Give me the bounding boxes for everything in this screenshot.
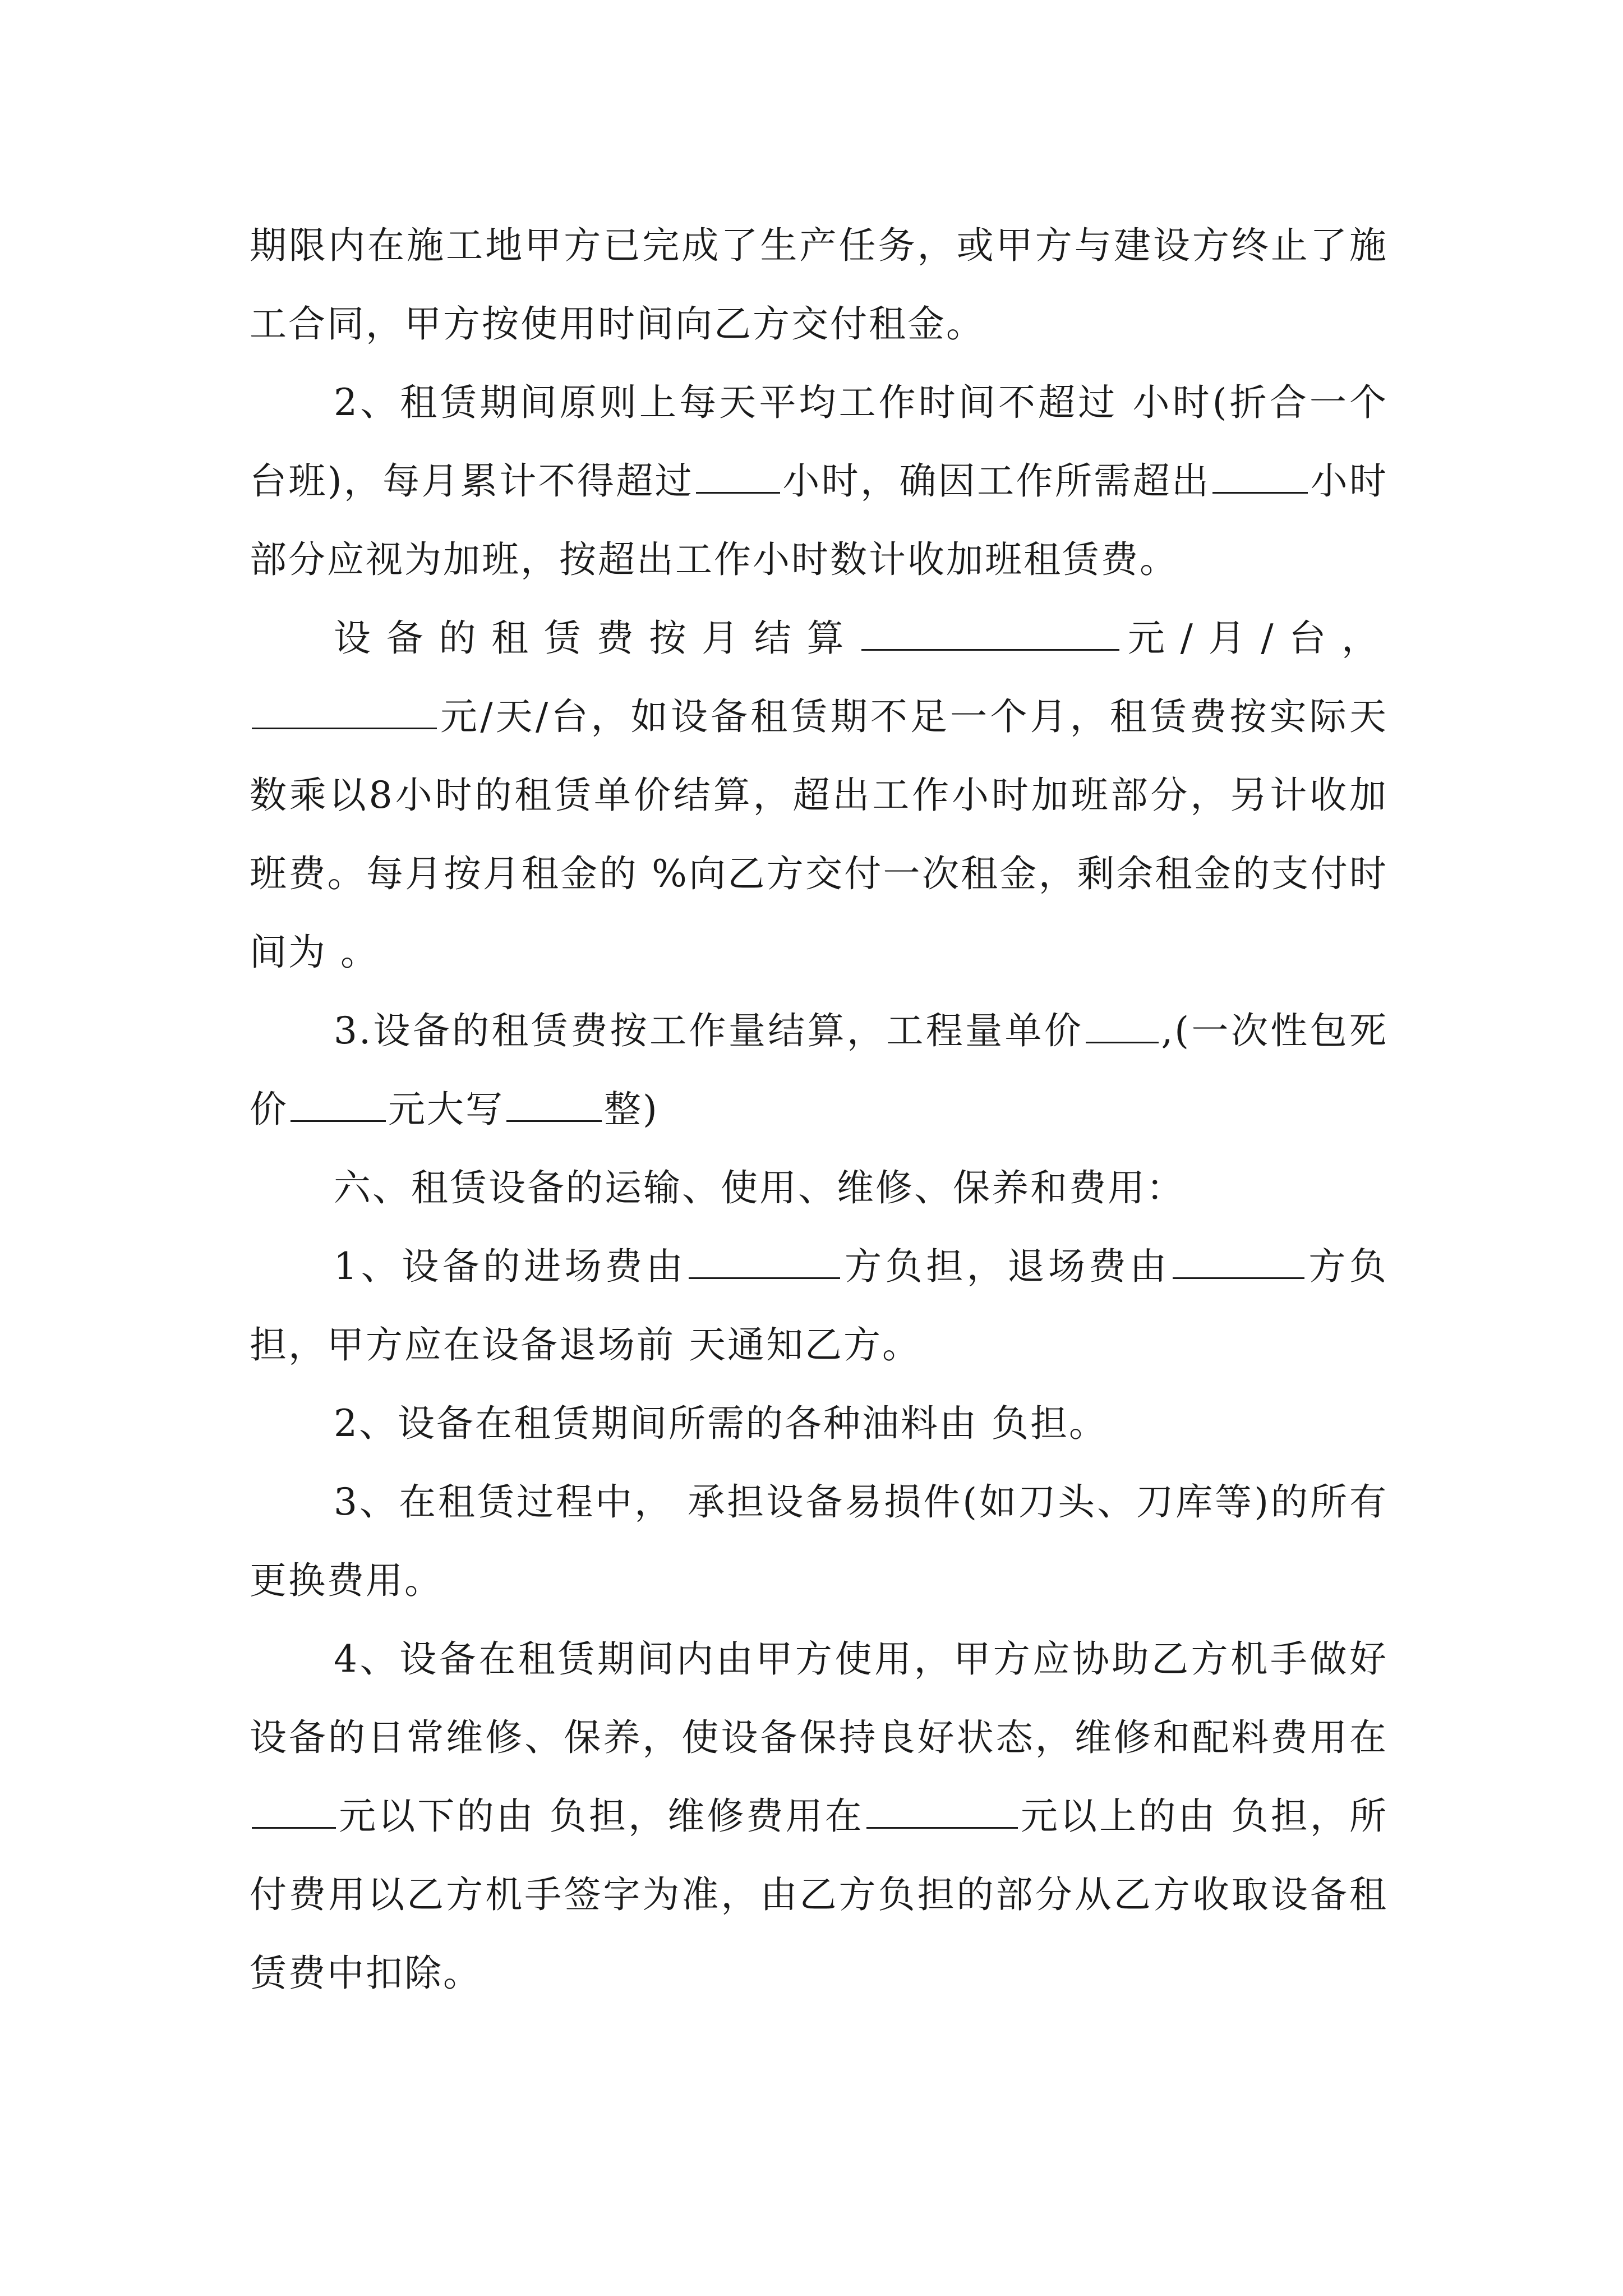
paragraph-text: 2、租赁期间原则上每天平均工作时间不超过 小时(折合一个台班)，每月累计不得超过: [250, 381, 1388, 503]
paragraph-text: 1、设备的进场费由: [334, 1245, 687, 1288]
fill-blank[interactable]: [689, 1246, 840, 1279]
fill-blank[interactable]: [252, 1796, 336, 1829]
paragraph-text: 整): [604, 1088, 659, 1131]
paragraph-text: 方负担，退场费由: [842, 1245, 1170, 1288]
paragraph-text: 元大写: [388, 1088, 504, 1131]
paragraph-text: ,(一次性包死价: [250, 1009, 1388, 1131]
paragraph-text: 元以上的由 负担，所付费用以乙方机手签字为准，由乙方负担的部分从乙方收取设备租赁费中扣除。: [250, 1795, 1389, 1995]
paragraph-text: 期限内在施工地甲方已完成了生产任务，或甲方与建设方终止了施工合同，甲方按使用时间向乙方交付租金。: [250, 224, 1388, 346]
fill-blank[interactable]: [252, 696, 437, 729]
fill-blank[interactable]: [291, 1089, 386, 1122]
paragraph-maintenance: [250, 1620, 1388, 2013]
paragraph-fuel: [250, 1384, 1388, 1463]
fill-blank[interactable]: [696, 461, 780, 494]
paragraph-text: 2、设备在租赁期间所需的各种油料由 负担。: [334, 1402, 1108, 1445]
paragraph-working-hours: [250, 364, 1388, 599]
paragraph-transport-fee: [250, 1227, 1388, 1384]
paragraph-text: 3.设备的租赁费按工作量结算，工程量单价: [334, 1009, 1084, 1052]
fill-blank[interactable]: [506, 1089, 602, 1122]
paragraph-text: 4、设备在租赁期间内由甲方使用，甲方应协助乙方机手做好设备的日常维修、保养，使设备保持良好状态，维修和配料费用在: [250, 1637, 1388, 1759]
paragraph-text: 设备的租赁费按月结算: [334, 616, 860, 660]
paragraph-text: 元以下的由 负担，维修费用在: [338, 1795, 864, 1838]
fill-blank[interactable]: [1212, 461, 1308, 494]
paragraph-text: 元/月/台，: [1122, 616, 1388, 660]
paragraph-workload-fee: [250, 992, 1388, 1149]
paragraph-text: 小时部分应视为加班，按超出工作小时数计收加班租赁费。: [250, 459, 1389, 581]
paragraph-wear-parts: [250, 1463, 1388, 1620]
paragraph-text: 方负担，甲方应在设备退场前 天通知乙方。: [250, 1245, 1389, 1366]
fill-blank[interactable]: [861, 618, 1119, 651]
section-heading-six: [250, 1149, 1388, 1227]
fill-blank[interactable]: [866, 1796, 1018, 1829]
paragraph-text: 3、在租赁过程中， 承担设备易损件(如刀头、刀库等)的所有更换费用。: [250, 1480, 1388, 1602]
paragraph-text: 六、租赁设备的运输、使用、维修、保养和费用：: [334, 1166, 1185, 1209]
fill-blank[interactable]: [1086, 1010, 1159, 1043]
paragraph-monthly-fee: [250, 599, 1388, 992]
paragraph-lease-term-end: [250, 206, 1388, 364]
paragraph-text: 元/天/台，如设备租赁期不足一个月，租赁费按实际天数乘以8小时的租赁单价结算，超出工作小时加班部分，另计收加班费。每月按月租金的 %向乙方交付一次租金，剩余租金的支付时间为 。: [250, 695, 1388, 974]
paragraph-text: 小时，确因工作所需超出: [782, 459, 1211, 503]
document-body: [250, 206, 1388, 2013]
fill-blank[interactable]: [1173, 1246, 1304, 1279]
